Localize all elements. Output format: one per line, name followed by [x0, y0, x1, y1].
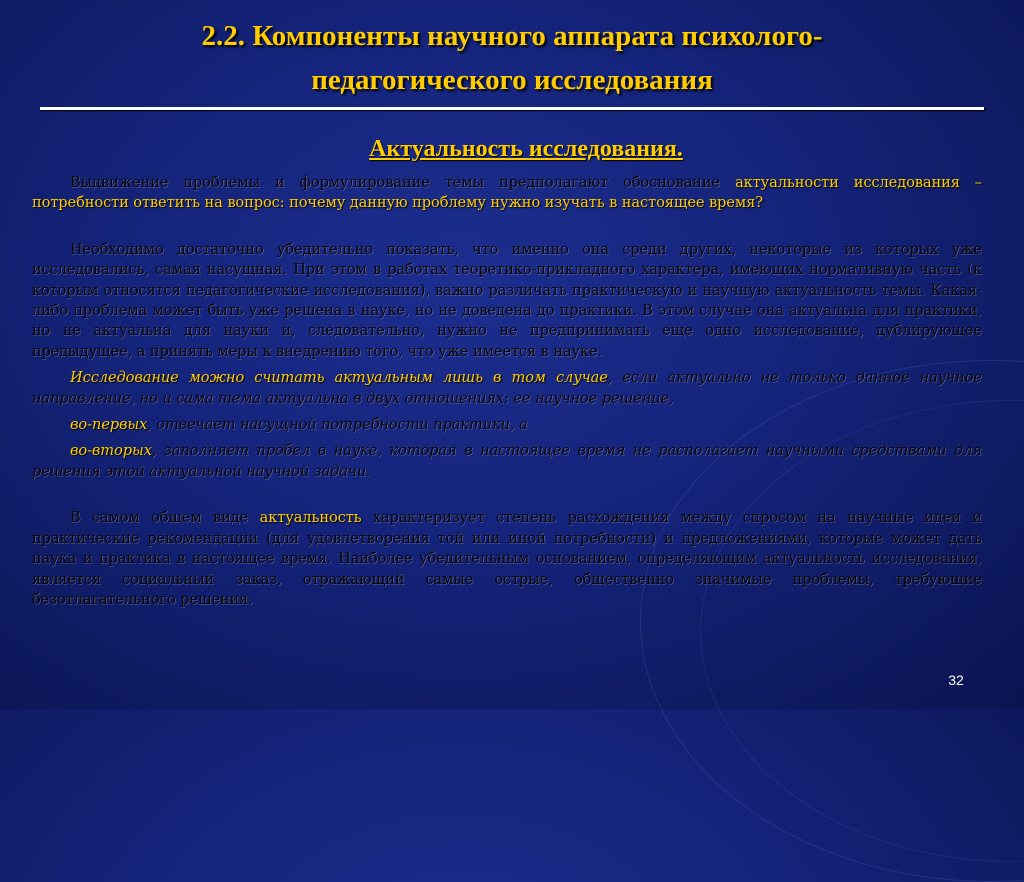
title-divider: [40, 107, 984, 110]
paragraph-4: [32, 415, 982, 435]
paragraph-4-text: , отвечает насущной потребности практики, а: [147, 416, 528, 434]
title-line-2: педагогического исследования: [311, 64, 713, 96]
paragraph-3-highlight: Исследование можно считать актуальным лишь в том случае: [70, 369, 608, 387]
paragraph-6-highlight: актуальность: [259, 509, 362, 527]
paragraph-5-text: , заполняет пробел в науке, которая в настоящее время не располагает научными средствами для решения этой актуальной научной задачи.: [32, 442, 982, 480]
paragraph-2: Необходимо достаточно убедительно показать, что именно она среди других, некоторые из которых уже исследовались, самая насущная. При этом в работах теоретико-прикладного характера, имеющих нормативную часть (к которым относятся педагогические исследования), важно различать практическую и научную актуальность темы. Какая-либо проблема может быть уже решена в науке, но не доведена до практики. В этом случае она актуальна для практики, но не актуальна для науки и, следовательно, нужно не предпринимать еще одно исследование, дублирующее предыдущее, а принять меры к внедрению того, что уже имеется в науке.: [32, 240, 982, 360]
paragraph-6: [32, 508, 982, 610]
slide-body: [32, 173, 982, 610]
section-subtitle: Актуальность исследования.: [369, 136, 683, 162]
paragraph-5: [32, 441, 982, 482]
paragraph-1-highlight: актуальности исследования – потребности ответить на вопрос: почему данную проблему нужно изучать в настоящее время?: [32, 174, 982, 212]
title-line-1: 2.2. Компоненты научного аппарата психолого-: [201, 20, 823, 52]
paragraph-3-text: , если актуально не только данное научное направление, но и сама тема актуальна в двух отношениях: ее научное решение,: [32, 369, 983, 407]
paragraph-3: [32, 368, 982, 409]
paragraph-4-highlight: во-первых: [70, 416, 148, 434]
paragraph-1-text: Выдвижение проблемы и формулирование темы предполагают обоснование: [70, 174, 736, 191]
page-number: 32: [948, 672, 964, 688]
paragraph-6-text-a: В самом общем виде: [70, 509, 260, 527]
paragraph-6-text-b: характеризует степень расхождения между спросом на научные идеи и практические рекомендации (для удовлетворения той или иной потребности) и предложениями, которые может дать наука и практика в настоящее время. Наиболее убедительным основанием, определяющим актуальность исследования, является социальный заказ, отражающий самые острые, общественно значимые проблемы, требующие безотлагательного решения.: [32, 509, 983, 608]
slide-title: [40, 14, 984, 102]
paragraph-1: [32, 173, 982, 214]
paragraph-5-highlight: во-вторых: [70, 442, 152, 460]
